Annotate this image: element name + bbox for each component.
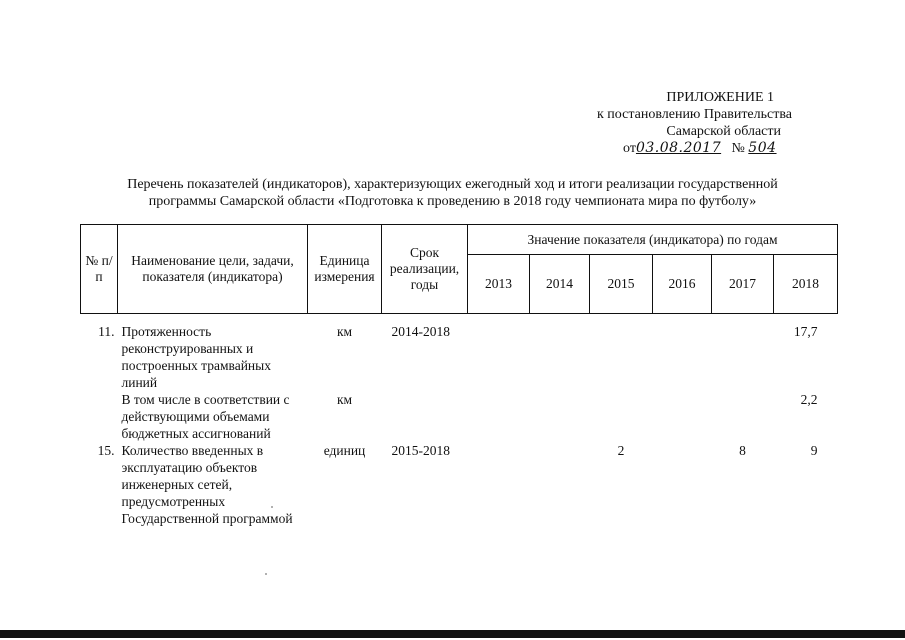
row-name: Количество введенных в эксплуатацию объектов инженерных сетей, предусмотренных Государственной программой bbox=[121, 443, 293, 526]
document-title-line-1: Перечень показателей (индикаторов), характеризующих ежегодный ход и итоги реализации государственной bbox=[127, 177, 778, 192]
header-unit: Единица измерения bbox=[308, 225, 382, 314]
header-year-2016: 2016 bbox=[653, 255, 712, 314]
appendix-decree-line: к постановлению Правительства bbox=[596, 107, 792, 122]
row-value-2014 bbox=[530, 442, 590, 527]
row-number: 15. bbox=[97, 443, 115, 458]
row-value-2016 bbox=[653, 442, 712, 527]
row-value-2015 bbox=[590, 314, 653, 392]
header-num: № п/п bbox=[81, 225, 118, 314]
header-years-group: Значение показателя (индикатора) по годам bbox=[468, 225, 838, 255]
row-name: Протяженность реконструированных и построенных трамвайных линий bbox=[121, 324, 271, 390]
row-value-2018: 2,2 bbox=[800, 392, 818, 407]
row-period bbox=[382, 391, 468, 442]
row-unit: км bbox=[336, 392, 353, 407]
row-value-2015 bbox=[590, 391, 653, 442]
scan-speck bbox=[271, 506, 273, 508]
row-value-2017: 8 bbox=[739, 443, 746, 458]
row-period: 2014-2018 bbox=[391, 324, 450, 339]
row-value-2018: 17,7 bbox=[793, 324, 818, 339]
from-label: от bbox=[623, 141, 636, 156]
row-unit: единиц bbox=[323, 443, 366, 458]
table-row bbox=[81, 391, 838, 442]
row-value-2015: 2 bbox=[617, 443, 625, 458]
appendix-header bbox=[565, 89, 825, 140]
document-title bbox=[60, 176, 845, 210]
row-number bbox=[81, 391, 118, 442]
row-period: 2015-2018 bbox=[391, 443, 450, 458]
page-bottom-edge bbox=[0, 630, 905, 638]
handwritten-number: 504 bbox=[748, 140, 777, 156]
row-value-2017 bbox=[712, 391, 774, 442]
header-year-2014: 2014 bbox=[530, 255, 590, 314]
header-year-2015: 2015 bbox=[590, 255, 653, 314]
row-value-2013 bbox=[468, 442, 530, 527]
indicators-table bbox=[80, 224, 838, 527]
decree-date-line bbox=[623, 140, 804, 157]
document-title-line-2: программы Самарской области «Подготовка к проведению в 2018 году чемпионата мира по футболу» bbox=[148, 194, 757, 209]
header-period: Срок реализации, годы bbox=[382, 225, 468, 314]
handwritten-date: 03.08.2017 bbox=[635, 140, 722, 156]
table-row bbox=[81, 314, 838, 392]
row-value-2016 bbox=[653, 314, 712, 392]
row-number: 11. bbox=[98, 324, 115, 339]
appendix-org-line: Самарской области bbox=[666, 124, 781, 139]
number-label: № bbox=[731, 141, 745, 156]
header-name: Наименование цели, задачи, показателя (индикатора) bbox=[118, 225, 308, 314]
row-value-2014 bbox=[530, 391, 590, 442]
appendix-title: ПРИЛОЖЕНИЕ 1 bbox=[666, 90, 774, 105]
row-value-2013 bbox=[468, 391, 530, 442]
header-year-2013: 2013 bbox=[468, 255, 530, 314]
row-value-2016 bbox=[653, 391, 712, 442]
row-name: В том числе в соответствии с действующими объемами бюджетных ассигнований bbox=[121, 392, 290, 441]
header-year-2017: 2017 bbox=[712, 255, 774, 314]
row-value-2017 bbox=[712, 314, 774, 392]
row-value-2018: 9 bbox=[810, 443, 818, 458]
header-year-2018: 2018 bbox=[774, 255, 838, 314]
table-row bbox=[81, 442, 838, 527]
scan-speck bbox=[265, 573, 267, 575]
row-value-2014 bbox=[530, 314, 590, 392]
row-unit: км bbox=[336, 324, 353, 339]
row-value-2013 bbox=[468, 314, 530, 392]
